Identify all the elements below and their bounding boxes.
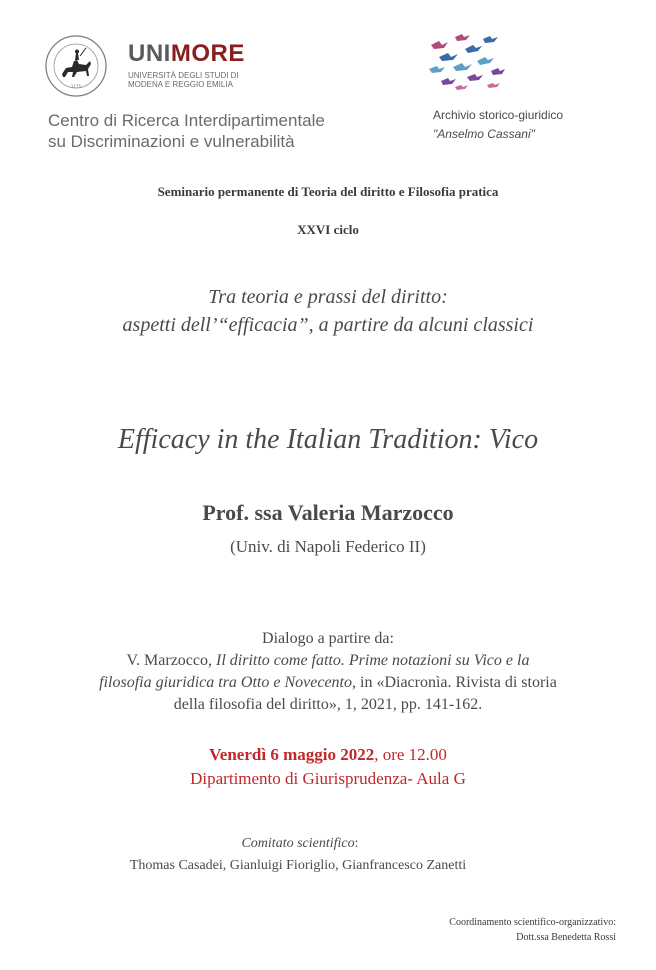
event-time: , ore 12.00 [374, 745, 447, 764]
journal-part: , in «Diacronìa. Rivista di storia [352, 674, 557, 691]
seminar-series: Seminario permanente di Teoria del diritto e Filosofia pratica [157, 184, 499, 199]
seminar-theme [0, 283, 656, 339]
book-title-part2: filosofia giuridica tra Otto e Novecento [99, 674, 352, 691]
university-seal-icon [44, 34, 108, 98]
centro-ricerca-name [48, 110, 408, 152]
dialogue-ref-line2 [0, 672, 656, 694]
dialogue-intro: Dialogo a partire da: [262, 630, 394, 647]
unimore-prefix: UNI [128, 40, 171, 67]
theme-line1: Tra teoria e prassi del diritto: [208, 286, 448, 308]
archivio-name [433, 106, 633, 144]
talk-title: Efficacy in the Italian Tradition: Vico [117, 424, 539, 455]
event-place: Dipartimento di Giurisprudenza- Aula G [190, 769, 466, 788]
centro-line2: su Discriminazioni e vulnerabilità [48, 132, 295, 151]
dialogue-author: V. Marzocco, [126, 652, 216, 669]
event-date: Venerdì 6 maggio 2022 [209, 745, 375, 764]
seminar-cycle: XXVI ciclo [297, 222, 359, 237]
committee-heading [0, 833, 600, 855]
unimore-logotype [128, 40, 245, 68]
speaker-affiliation: (Univ. di Napoli Federico II) [230, 537, 426, 556]
event-datetime [0, 743, 656, 767]
archivio-line2: "Anselmo Cassani" [433, 127, 535, 141]
book-title-part1: Il diritto come fatto. Prime notazioni su Vico e la [216, 652, 530, 669]
coordination-block [316, 915, 616, 945]
unimore-subtitle-line1: UNIVERSITÀ DEGLI STUDI DI [128, 71, 239, 80]
committee-label: Comitato scientifico [241, 836, 355, 851]
unimore-subtitle-line2: MODENA E REGGIO EMILIA [128, 80, 233, 89]
centro-line1: Centro di Ricerca Interdipartimentale [48, 111, 325, 130]
speaker-name: Prof. ssa Valeria Marzocco [202, 500, 454, 525]
event-block [0, 743, 656, 791]
unimore-suffix: MORE [170, 40, 245, 67]
committee-members: Thomas Casadei, Gianluigi Fioriglio, Gianfrancesco Zanetti [129, 858, 467, 873]
svg-text:1175: 1175 [70, 84, 82, 89]
dialogue-ref-line3: della filosofia del diritto», 1, 2021, pp. 141-162. [173, 696, 483, 713]
archivio-line1: Archivio storico-giuridico [433, 108, 564, 122]
coordination-name: Dott.ssa Benedetta Rossi [516, 932, 616, 943]
coordination-label: Coordinamento scientifico-organizzativo: [449, 917, 616, 928]
theme-line2: aspetti dell’“efficacia”, a partire da alcuni classici [122, 314, 534, 336]
dialogue-ref-line1 [0, 650, 656, 672]
dialogue-block [0, 628, 656, 716]
committee-colon: : [354, 836, 359, 851]
unimore-subtitle [128, 71, 258, 89]
flock-of-birds-logo-icon [425, 33, 507, 93]
